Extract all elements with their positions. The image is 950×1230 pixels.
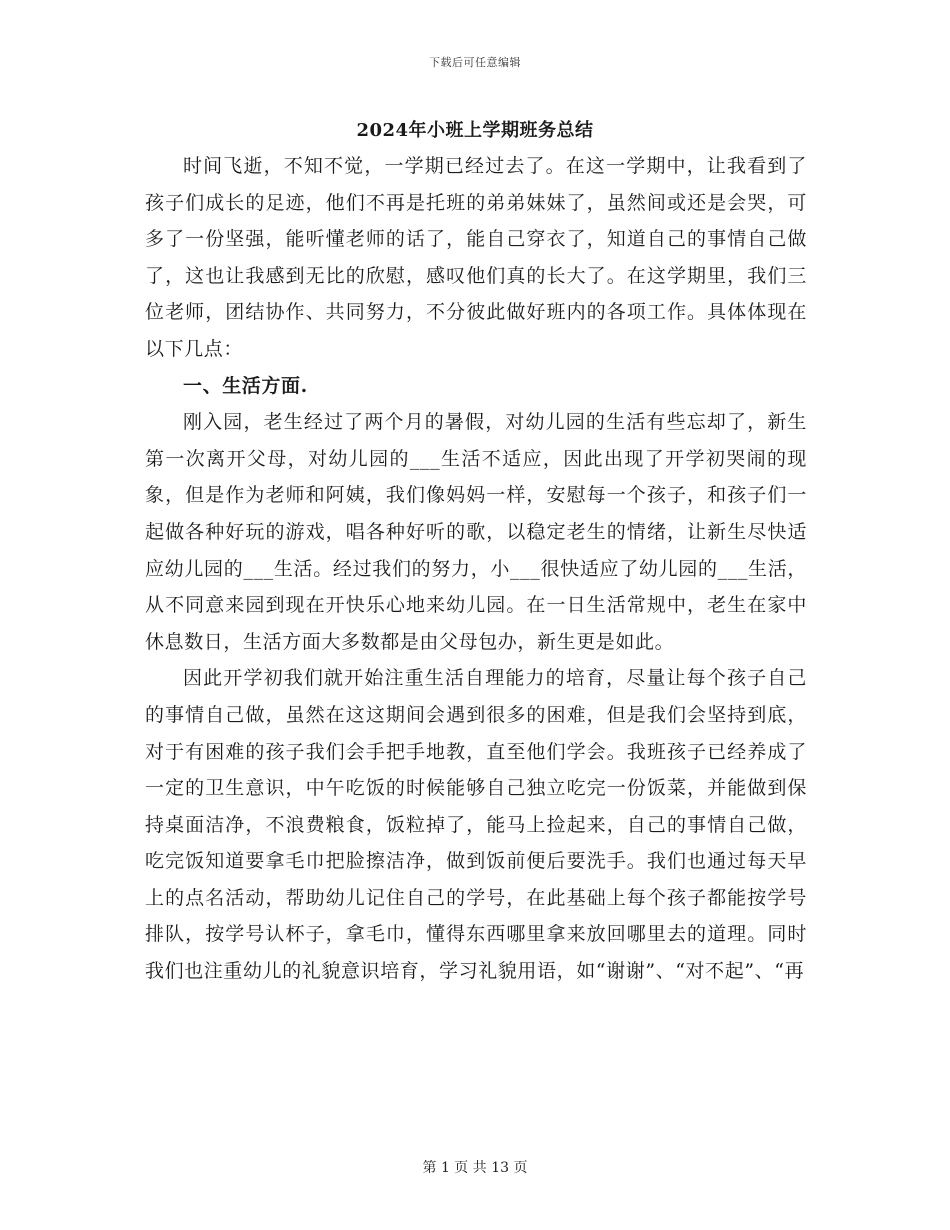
page-footer: 第 1 页 共 13 页 [422, 1160, 528, 1176]
paragraph-life-2: 因此开学初我们就开始注重生活自理能力的培育，尽量让每个孩子自己的事情自己做，虽然在这这期间会遇到很多的困难，但是我们会坚持到底，对于有困难的孩子我们会手把手地教，直至他们学会。我班孩子已经养成了一定的卫生意识，中午吃饭的时候能够自己独立吃完一份饭菜，并能做到保持桌面洁净，不浪费粮食，饭粒掉了，能马上捡起来，自己的事情自己做，吃完饭知道要拿毛巾把脸擦洁净，做到饭前便后要洗手。我们也通过每天早上的点名活动，帮助幼儿记住自己的学号，在此基础上每个孩子都能按学号排队，按学号认杯子，拿毛巾，懂得东西哪里拿来放回哪里去的道理。同时我们也注重幼儿的礼貌意识培育，学习礼貌用语，如“谢谢”、“对不起”、“再 [145, 667, 807, 983]
document-title: 2024年小班上学期班务总结 [356, 120, 594, 141]
section-heading-life: 一、生活方面. [183, 374, 308, 397]
header-note: 下载后可任意编辑 [429, 56, 521, 69]
paragraph-intro: 时间飞逝，不知不觉，一学期已经过去了。在这一学期中，让我看到了孩子们成长的足迹，他们不再是托班的弟弟妹妹了，虽然间或还是会哭，可多了一份坚强，能听懂老师的话了，能自己穿衣了，知道自己的事情自己做了，这也让我感到无比的欣慰，感叹他们真的长大了。在这学期里，我们三位老师，团结协作、共同努力，不分彼此做好班内的各项工作。具体体现在以下几点： [145, 155, 807, 360]
document-body [145, 148, 807, 990]
paragraph-life-1: 刚入园，老生经过了两个月的暑假，对幼儿园的生活有些忘却了，新生第一次离开父母，对幼儿园的___生活不适应，因此出现了开学初哭闹的现象，但是作为老师和阿姨，我们像妈妈一样，安慰每一个孩子，和孩子们一起做各种好玩的游戏，唱各种好听的歌，以稳定老生的情绪，让新生尽快适应幼儿园的___生活。经过我们的努力，小___很快适应了幼儿园的___生活，从不同意来园到现在开快乐心地来幼儿园。在一日生活常规中，老生在家中休息数日，生活方面大多数都是由父母包办，新生更是如此。 [145, 411, 807, 653]
